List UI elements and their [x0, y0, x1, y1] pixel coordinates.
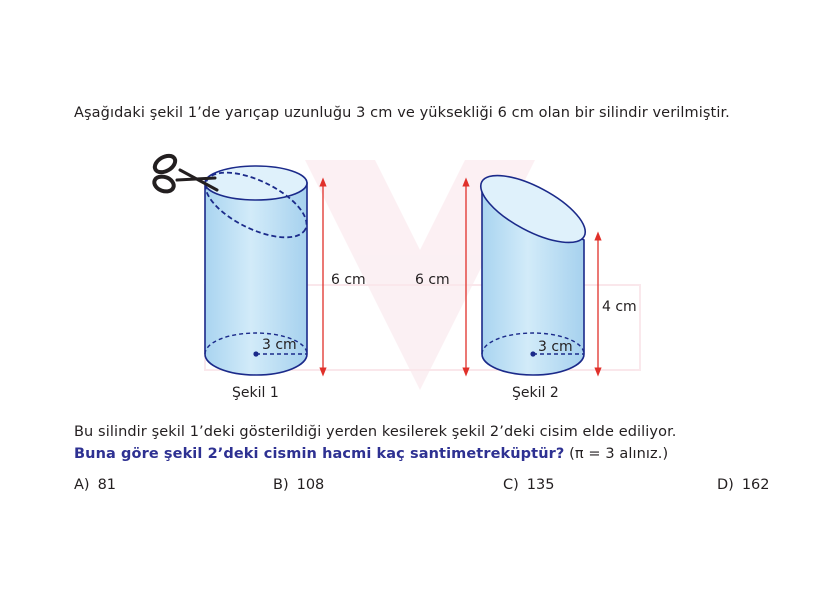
- question-bold: Buna göre şekil 2’deki cismin hacmi kaç santimetreküptür?: [74, 446, 565, 462]
- figure1-radius-label: 3 cm: [262, 337, 297, 353]
- description-text: Bu silindir şekil 1’deki gösterildiği yerden kesilerek şekil 2’deki cisim elde ediliyor.: [74, 424, 677, 440]
- intro-text: Aşağıdaki şekil 1’de yarıçap uzunluğu 3 cm ve yüksekliği 6 cm olan bir silindir verilmiştir.: [74, 105, 730, 121]
- question-note: (π = 3 alınız.): [569, 446, 669, 462]
- figure2-short-height-label: 4 cm: [602, 299, 637, 315]
- option-a[interactable]: [74, 477, 116, 493]
- cylinder-2: [471, 162, 594, 375]
- option-a-letter: A): [74, 477, 90, 493]
- option-c[interactable]: [503, 477, 554, 493]
- figure2-radius-label: 3 cm: [538, 339, 573, 355]
- question-text: [74, 446, 668, 462]
- option-c-value: 135: [526, 477, 555, 493]
- option-a-value: 81: [97, 477, 117, 493]
- figure2-height-label: 6 cm: [415, 272, 450, 288]
- option-d-letter: D): [717, 477, 734, 493]
- option-d-value: 162: [741, 477, 770, 493]
- option-c-letter: C): [503, 477, 519, 493]
- figure2-caption: Şekil 2: [512, 385, 559, 401]
- option-b[interactable]: [273, 477, 324, 493]
- figure1-height-label: 6 cm: [331, 272, 366, 288]
- option-b-letter: B): [273, 477, 289, 493]
- option-d[interactable]: [717, 477, 770, 493]
- option-b-value: 108: [296, 477, 325, 493]
- figure1-caption: Şekil 1: [232, 385, 279, 401]
- cylinder-1: [196, 159, 316, 375]
